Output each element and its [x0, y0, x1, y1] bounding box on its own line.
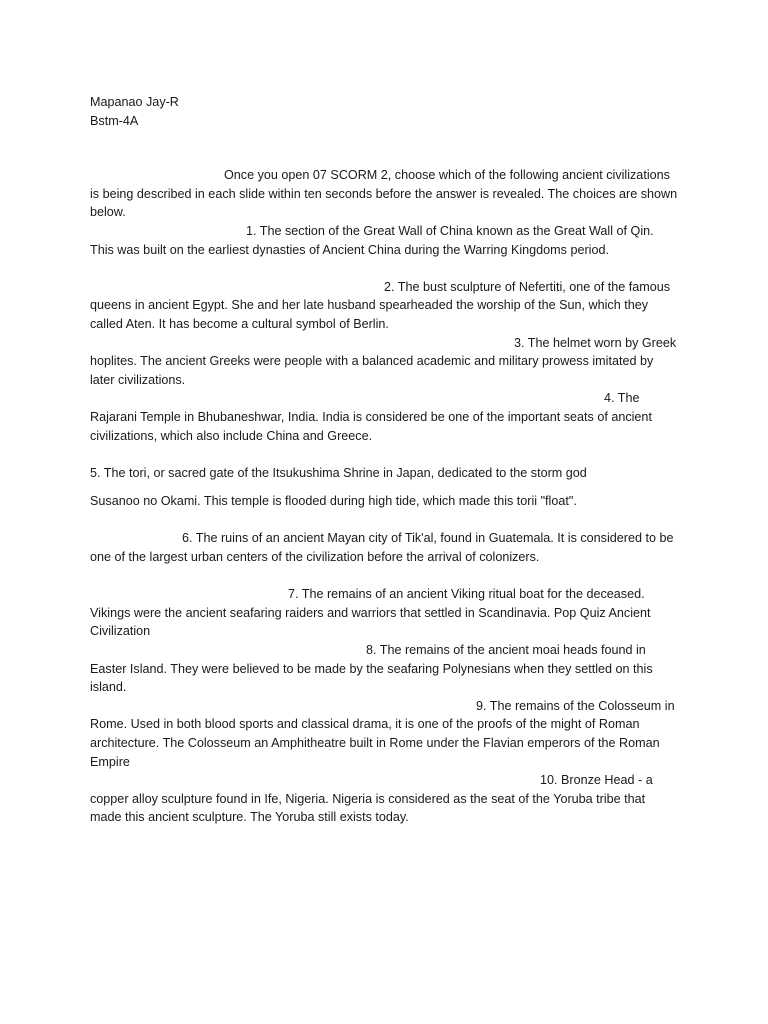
author-section: Bstm-4A	[90, 113, 139, 128]
spacer	[90, 511, 680, 530]
item-10: 10. Bronze Head - a copper alloy sculpture found in Ife, Nigeria. Nigeria is considered as the seat of the Yoruba tribe that made this ancient sculpture. The Yoruba still exists today.	[90, 773, 653, 825]
document-page	[90, 93, 680, 827]
spacer	[90, 567, 680, 586]
intro-paragraph: Once you open 07 SCORM 2, choose which of the following ancient civilizations is being described in each slide within ten seconds before the answer is revealed. The choices are shown below.	[90, 168, 678, 220]
spacer	[90, 445, 680, 464]
item-9: 9. The remains of the Colosseum in Rome. Used in both blood sports and classical drama, it is one of the proofs of the might of Roman architecture. The Colosseum an Amphitheatre built in Rome under the Flavian emperors of the Roman Empire	[90, 698, 675, 769]
item-1: 1. The section of the Great Wall of China known as the Great Wall of Qin. This was built on the earliest dynasties of Ancient China during the Warring Kingdoms period.	[90, 223, 654, 257]
item-6: 6. The ruins of an ancient Mayan city of Tik'al, found in Guatemala. It is considered to be one of the largest urban centers of the civilization before the arrival of colonizers.	[90, 531, 674, 565]
item-3: 3. The helmet worn by Greek hoplites. The ancient Greeks were people with a balanced academic and military prowess imitated by later civilizations.	[90, 335, 677, 387]
item-2: 2. The bust sculpture of Nefertiti, one of the famous queens in ancient Egypt. She and her late husband spearheaded the worship of the Sun, which they called Aten. It has become a cultural symbol of Berlin.	[90, 279, 671, 331]
item-5: 5. The tori, or sacred gate of the Itsukushima Shrine in Japan, dedicated to the storm god	[90, 465, 587, 480]
item-8: 8. The remains of the ancient moai heads found in Easter Island. They were believed to be made by the seafaring Polynesians when they settled on this island.	[90, 643, 653, 695]
author-name: Mapanao Jay-R	[90, 95, 179, 109]
spacer	[90, 482, 680, 492]
spacer	[90, 259, 680, 278]
item-7: 7. The remains of an ancient Viking ritual boat for the deceased. Vikings were the ancient seafaring raiders and warriors that settled in Scandinavia. Pop Quiz Ancient Civilization	[90, 587, 651, 639]
item-4: 4. The Rajarani Temple in Bhubaneshwar, India. India is considered be one of the important seats of ancient civilizations, which also include China and Greece.	[90, 391, 652, 443]
spacer	[90, 130, 680, 166]
item-5-continued: Susanoo no Okami. This temple is flooded during high tide, which made this torii "float".	[90, 494, 577, 509]
